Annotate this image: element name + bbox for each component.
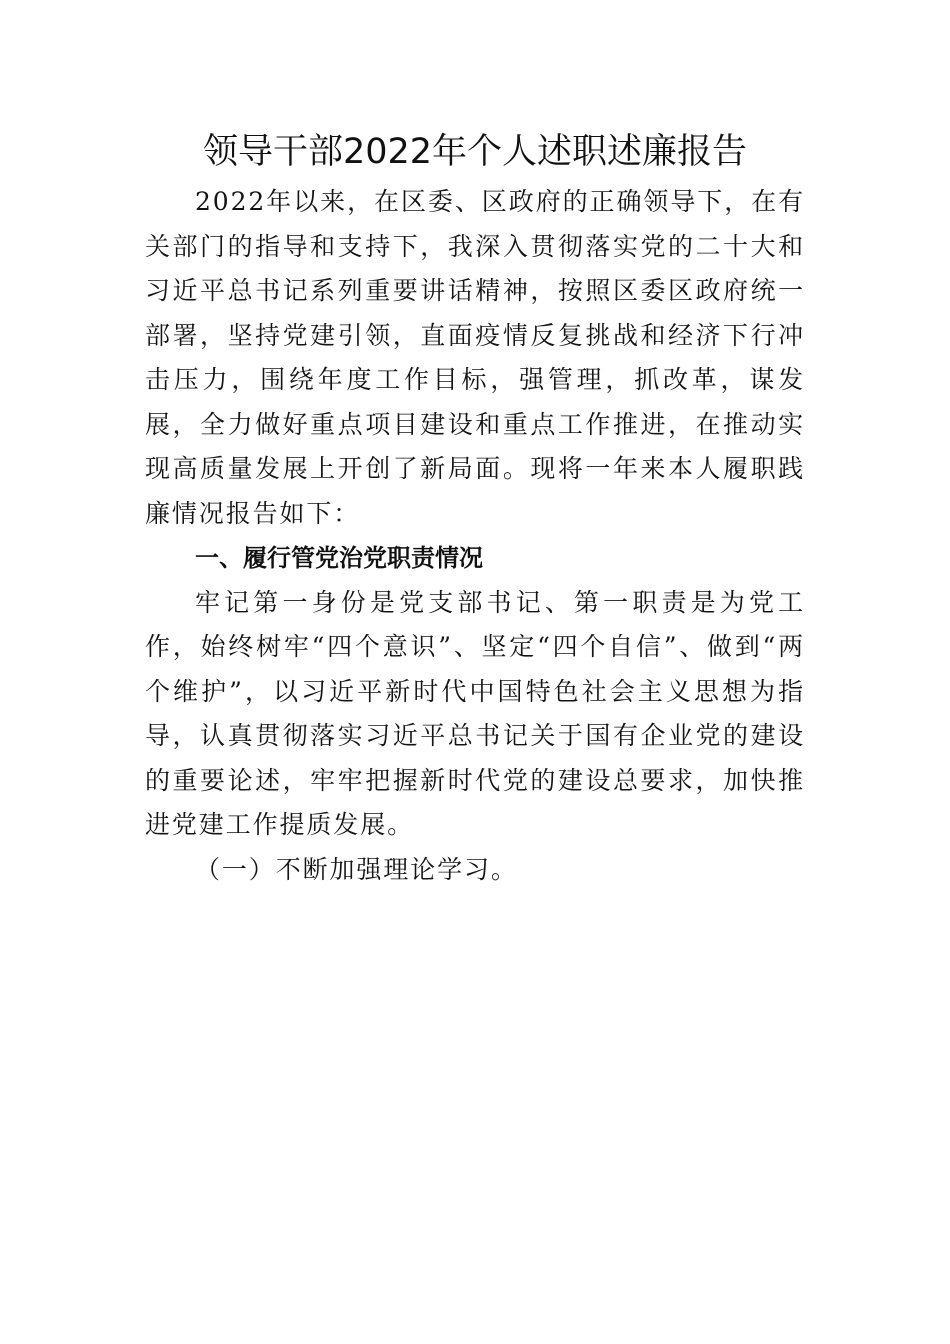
document-title: 领导干部2022年个人述职述廉报告 <box>202 132 748 172</box>
subsection-heading: （一）不断加强理论学习。 <box>195 854 518 884</box>
intro-paragraph: 2022年以来，在区委、区政府的正确领导下，在有关部门的指导和支持下，我深入贯彻落实党的二十大和习近平总书记系列重要讲话精神，按照区委区政府统一部署，坚持党建引领，直面疫情反复挑战和经济下行冲击压力，围绕年度工作目标，强管理，抓改革，谋发展，全力做好重点项目建设和重点工作推进，在推动实现高质量发展上开创了新局面。现将一年来本人履职践廉情况报告如下： <box>145 187 805 528</box>
section-paragraph: 牢记第一身份是党支部书记、第一职责是为党工作，始终树牢“四个意识”、坚定“四个自信”、做到“两个维护”，以习近平新时代中国特色社会主义思想为指导，认真贯彻落实习近平总书记关于国有企业党的建设的重要论述，牢牢把握新时代党的建设总要求，加快推进党建工作提质发展。 <box>145 587 805 839</box>
section-heading: 一、履行管党治党职责情况 <box>195 544 483 572</box>
document-body <box>145 180 805 892</box>
